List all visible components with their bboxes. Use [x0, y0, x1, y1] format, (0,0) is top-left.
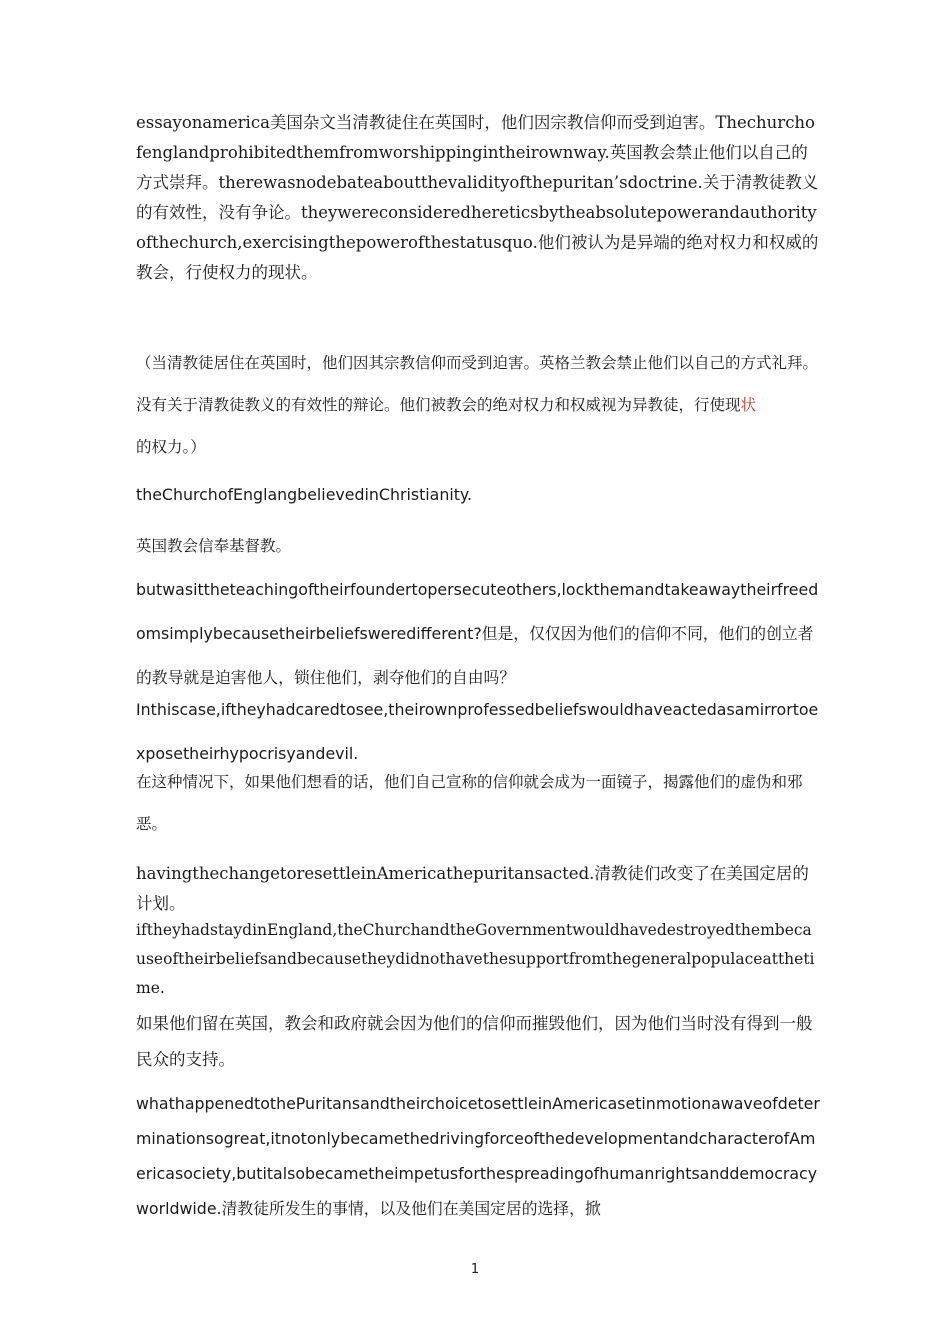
translation-text-end: 的权力。）	[136, 438, 206, 456]
paragraph-church-belief: theChurchofEnglangbelievedinChristianity.	[136, 485, 473, 504]
paragraph-resettle: havingthechangetoresettleinAmericathepuritansacted.清教徒们改变了在美国定居的计划。	[136, 864, 809, 913]
paragraph-stay-england: iftheyhadstaydinEngland,theChurchandtheGovernmentwouldhavedestroyedthembecauseoftheirbeliefsandbecausetheydidnothavethesupportfromthegeneralpopulaceatthetime.	[136, 921, 815, 997]
paragraph-translation-summary	[136, 342, 820, 468]
paragraph-mirror-cn: 在这种情况下，如果他们想看的话，他们自己宣称的信仰就会成为一面镜子，揭露他们的虚伪和邪恶。	[136, 773, 803, 833]
paragraph-essay-intro: essayonamerica美国杂文当清教徒住在英国时，他们因宗教信仰而受到迫害。Thechurchofenglandprohibitedthemfromworshippingintheirownway.英国教会禁止他们以自己的方式崇拜。therewasnodebateaboutthevalidityofthepuritan’sdoctrine.关于清教徒教义的有效性，没有争论。theywereconsideredhereticsbytheabsolutepowerandauthorityofthechurch,exercisingthepowerofthestatusquo.他们被认为是异端的绝对权力和权威的教会，行使权力的现状。	[136, 113, 819, 282]
paragraph-church-belief-cn: 英国教会信奉基督教。	[136, 537, 292, 555]
paragraph-mirror: Inthiscase,iftheyhadcaredtosee,theirownprofessedbeliefswouldhaveactedasamirrortoexposetheirhypocrisyandevil.	[136, 700, 819, 763]
translation-text: （当清教徒居住在英国时，他们因其宗教信仰而受到迫害。英格兰教会禁止他们以自己的方式礼拜。没有关于清教徒教义的有效性的辩论。他们被教会的绝对权力和权威视为异教徒，行使现	[136, 354, 819, 414]
paragraph-teaching-question: butwasittheteachingoftheirfoundertopersecuteothers,lockthemandtakeawaytheirfreedomsimplybecausetheirbeliefsweredifferent?但是，仅仅因为他们的信仰不同，他们的创立者的教导就是迫害他人，锁住他们，剥夺他们的自由吗？	[136, 580, 819, 687]
highlighted-character: 状	[740, 396, 757, 414]
paragraph-stay-england-cn: 如果他们留在英国，教会和政府就会因为他们的信仰而摧毁他们，因为他们当时没有得到一般民众的支持。	[136, 1014, 813, 1069]
paragraph-wave-determination: whathappenedtothePuritansandtheirchoicetosettleinAmericasetinmotionawaveofdeterminationsogreat,itnotonlybecamethedrivingforceofthedevelopmentandcharacterofAmericasociety,butitalsobecametheimpetusforthespreadingofhumanrightsanddemocracyworldwide.清教徒所发生的事情，以及他们在美国定居的选择，掀	[136, 1094, 820, 1218]
page-number: 1	[470, 1262, 480, 1277]
